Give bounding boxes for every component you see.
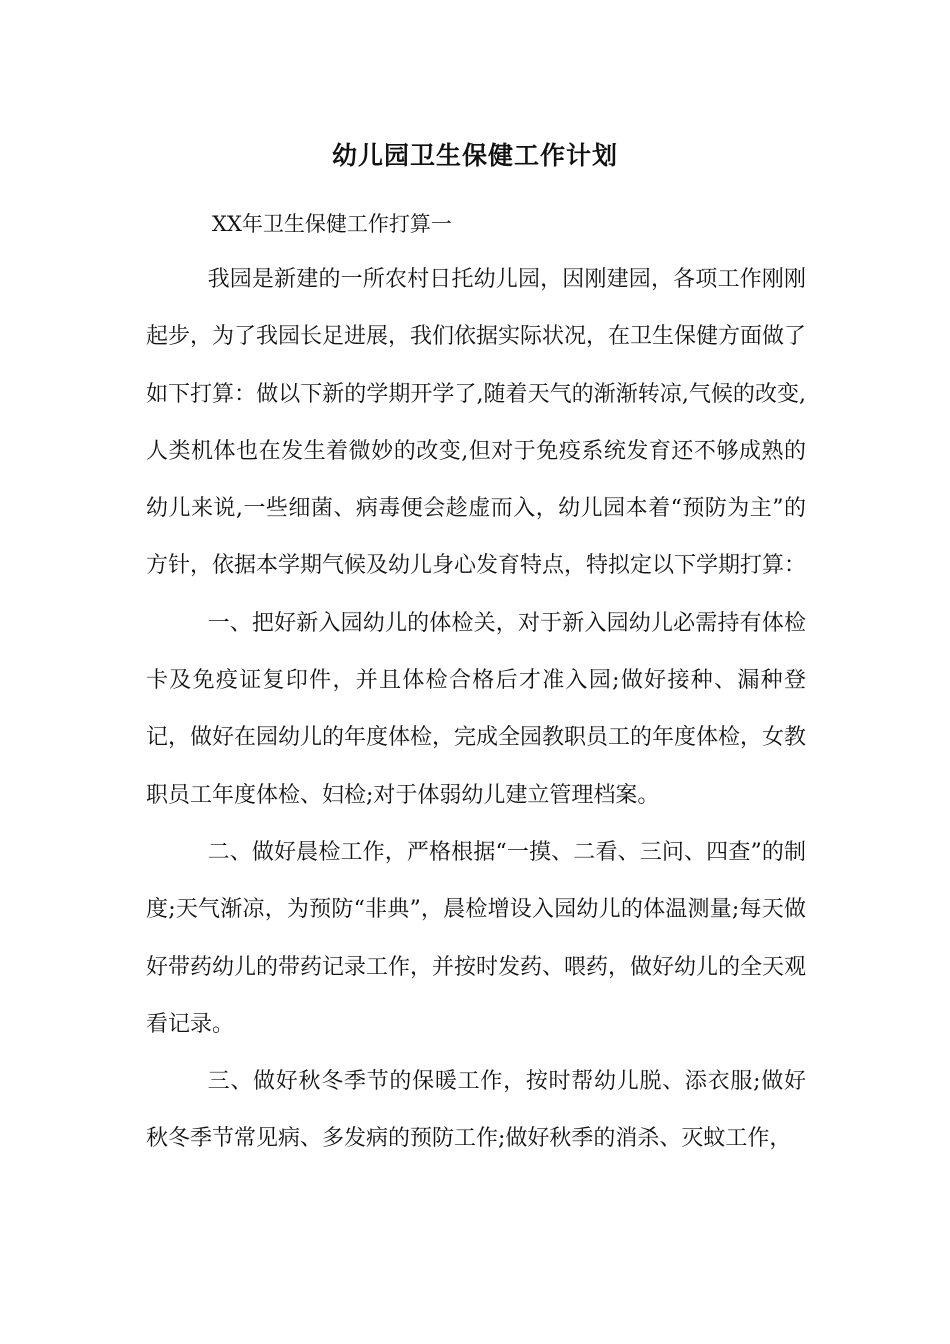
document-body <box>146 251 806 1168</box>
body-paragraph-intro: 我园是新建的一所农村日托幼儿园，因刚建园，各项工作刚刚起步，为了我园长足进展，我们依据实际状况，在卫生保健方面做了如下打算：做以下新的学期开学了,随着天气的渐渐转凉,气候的改变,人类机体也在发生着微妙的改变,但对于免疫系统发育还不够成熟的幼儿来说,一些细菌、病毒便会趁虚而入，幼儿园本着“预防为主”的方针，依据本学期气候及幼儿身心发育特点，特拟定以下学期打算： <box>146 267 807 579</box>
body-paragraph-item-2: 二、做好晨检工作，严格根据“一摸、二看、三问、四查”的制度;天气渐凉，为预防“非典”，晨检增设入园幼儿的体温测量;每天做好带药幼儿的带药记录工作，并按时发药、喂药，做好幼儿的全天观看记录。 <box>146 839 807 1037</box>
document-subtitle: XX年卫生保健工作打算一 <box>212 212 452 236</box>
body-paragraph-item-1: 一、把好新入园幼儿的体检关，对于新入园幼儿必需持有体检卡及免疫证复印件，并且体检合格后才准入园;做好接种、漏种登记，做好在园幼儿的年度体检，完成全园教职员工的年度体检，女教职员工年度体检、妇检;对于体弱幼儿建立管理档案。 <box>146 610 807 808</box>
body-paragraph-item-3: 三、做好秋冬季节的保暖工作，按时帮幼儿脱、添衣服;做好秋冬季节常见病、多发病的预防工作;做好秋季的消杀、灭蚊工作， <box>146 1069 806 1152</box>
document-title: 幼儿园卫生保健工作计划 <box>331 141 618 170</box>
